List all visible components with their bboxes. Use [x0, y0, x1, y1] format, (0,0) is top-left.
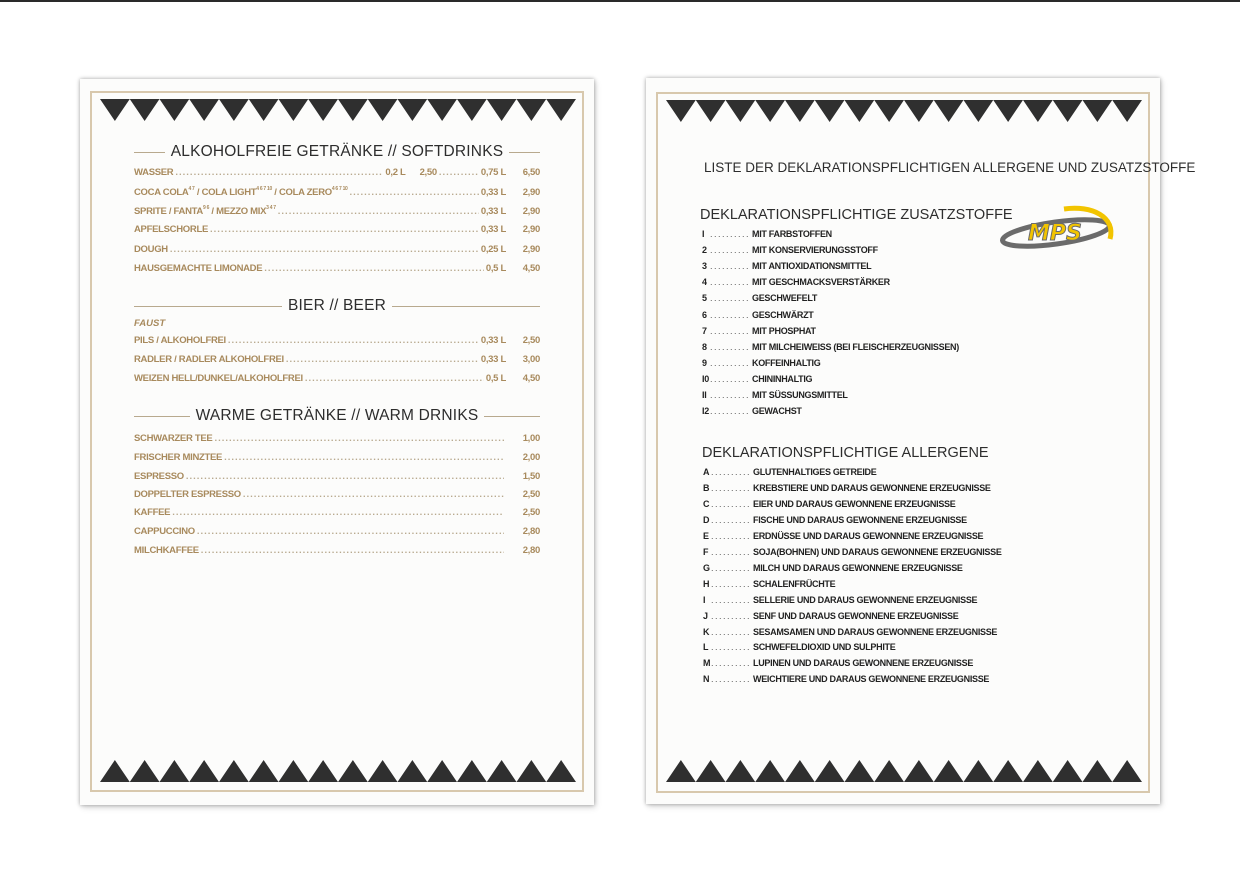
item-name: PILS / ALKOHOLFREI — [134, 335, 226, 346]
dot-leader — [210, 224, 479, 235]
dot-leader: .......... — [710, 406, 751, 417]
item-price: 1,50 — [522, 471, 540, 482]
item-name: APFELSCHORLE — [134, 224, 208, 235]
item-price: 6,50 — [522, 167, 540, 178]
item-price: 3,00 — [522, 354, 540, 365]
item-price: 2,50 — [522, 507, 540, 518]
dot-leader — [197, 526, 504, 537]
item-name: ESPRESSO — [134, 471, 184, 482]
top-border-line — [0, 0, 1240, 2]
item-name: KAFFEE — [134, 507, 171, 518]
brewery-subtitle: FAUST — [134, 318, 166, 329]
menu-row — [134, 471, 540, 485]
item-name: CAPPUCCINO — [134, 526, 195, 537]
dot-leader — [439, 167, 479, 178]
list-item — [702, 277, 890, 291]
item-key: H — [703, 578, 710, 589]
allergen-list-title — [700, 158, 1196, 176]
dot-leader — [278, 206, 479, 217]
item-text: CHININHALTIG — [752, 373, 813, 384]
item-key: I — [703, 594, 706, 605]
item-key: I0 — [702, 373, 709, 384]
section-heading-warm-drinks — [134, 406, 540, 426]
section-title: ALKOHOLFREIE GETRÄNKE // SOFTDRINKS — [170, 143, 504, 160]
list-item — [702, 342, 959, 356]
dot-leader: .......... — [711, 530, 752, 541]
dot-leader — [224, 452, 504, 463]
menu-row — [134, 545, 540, 559]
dot-leader: .......... — [711, 594, 752, 605]
item-price: 2,90 — [522, 187, 540, 198]
allergen-list-page — [646, 78, 1160, 804]
dot-leader — [228, 335, 479, 346]
menu-row — [134, 354, 540, 368]
list-item — [702, 293, 817, 307]
item-text: KREBSTIERE UND DARAUS GEWONNENE ERZEUGNISSE — [753, 482, 991, 493]
menu-row — [134, 489, 540, 503]
list-item — [702, 406, 802, 420]
list-item — [702, 245, 878, 259]
heading-rule — [509, 152, 540, 153]
item-volume: 0,33 L — [480, 187, 506, 198]
item-price: 2,80 — [522, 526, 540, 537]
list-item — [703, 483, 991, 497]
list-item — [703, 547, 1002, 561]
item-key: J — [703, 610, 708, 621]
dot-leader: .......... — [710, 261, 751, 272]
menu-row — [134, 186, 540, 200]
list-item — [703, 563, 963, 577]
zigzag-border-bottom-right — [666, 760, 1142, 784]
list-item — [702, 390, 848, 404]
item-price: 1,00 — [522, 433, 540, 444]
item-key: C — [703, 498, 710, 509]
item-key: I — [702, 229, 705, 239]
list-item — [702, 358, 820, 372]
item-text: FISCHE UND DARAUS GEWONNENE ERZEUGNISSE — [753, 514, 967, 525]
zigzag-border-top-left — [100, 99, 576, 123]
item-name: SCHWARZER TEE — [134, 433, 213, 444]
item-name: WASSER — [134, 167, 174, 178]
item-text: SCHWEFELDIOXID UND SULPHITE — [753, 642, 896, 653]
item-volume-small: 0,2 L — [385, 167, 406, 178]
item-name: SPRITE / $FANTA^{9 6}$ / MEZZO $MIX^{3 4 7}$ — [134, 205, 276, 217]
item-price: 2,90 — [522, 224, 540, 235]
heading-rule — [484, 416, 540, 417]
item-text: MIT GESCHMACKSVERSTÄRKER — [752, 277, 890, 288]
item-text: MIT PHOSPHAT — [752, 325, 816, 336]
heading-rule — [134, 416, 190, 417]
additives-heading: DEKLARATIONSPFLICHTIGE ZUSATZSTOFFE — [700, 207, 1013, 223]
dot-leader — [286, 354, 479, 365]
list-item — [702, 374, 812, 388]
item-key: II — [702, 390, 707, 400]
menu-row — [134, 526, 540, 540]
item-text: WEICHTIERE UND DARAUS GEWONNENE ERZEUGNISSE — [753, 674, 990, 685]
item-text: SOJA(BOHNEN) UND DARAUS GEWONNENE ERZEUGNISSE — [753, 546, 1002, 557]
item-key: 7 — [702, 325, 707, 336]
item-text: MIT MILCHEIWEISS (BEI FLEISCHERZEUGNISSEN) — [752, 341, 959, 352]
item-key: L — [703, 642, 709, 653]
item-name: COCA $COLA^{4 7}$ / COLA $LIGHT^{4 6 7 10}$ / COLA $ZERO^{4 6 7 10}$ — [134, 186, 348, 198]
item-price: 4,50 — [522, 263, 540, 274]
list-item — [702, 261, 871, 275]
dot-leader — [175, 167, 383, 178]
dot-leader: .......... — [710, 245, 751, 256]
menu-row — [134, 507, 540, 521]
allergens-heading: DEKLARATIONSPFLICHTIGE ALLERGENE — [702, 445, 989, 461]
logo-text: MPS — [1028, 221, 1082, 246]
dot-leader — [186, 471, 504, 482]
list-item — [703, 515, 967, 529]
dot-leader: .......... — [711, 674, 752, 685]
list-item — [703, 611, 958, 625]
item-volume: 0,5 L — [485, 373, 506, 384]
item-key: 2 — [702, 245, 707, 256]
dot-leader: .......... — [711, 610, 752, 621]
item-text: EIER UND DARAUS GEWONNENE ERZEUGNISSE — [753, 498, 956, 509]
section-heading-softdrinks — [134, 142, 540, 162]
item-key: G — [703, 562, 710, 573]
dot-leader: .......... — [711, 562, 752, 573]
item-text: MILCH UND DARAUS GEWONNENE ERZEUGNISSE — [753, 562, 963, 573]
dot-leader: .......... — [710, 293, 751, 304]
menu-row — [134, 224, 540, 238]
item-volume: 0,25 L — [480, 244, 506, 255]
dot-leader: .......... — [710, 229, 751, 239]
zigzag-border-bottom-left — [100, 760, 576, 784]
item-price-small: 2,50 — [419, 167, 437, 178]
dot-leader: .......... — [710, 277, 751, 288]
item-price: 2,80 — [522, 545, 540, 556]
menu-row — [134, 335, 540, 349]
dot-leader — [264, 263, 484, 274]
item-name: FRISCHER MINZTEE — [134, 452, 223, 463]
list-item — [702, 229, 832, 243]
dot-leader — [201, 545, 504, 556]
list-item — [703, 595, 977, 609]
item-key: F — [703, 546, 709, 557]
menu-row — [134, 205, 540, 219]
heading-rule — [392, 306, 540, 307]
menu-row — [134, 263, 540, 277]
list-item — [703, 674, 989, 688]
item-key: D — [703, 514, 710, 525]
item-name: DOPPELTER ESPRESSO — [134, 489, 241, 500]
dot-leader: .......... — [711, 498, 752, 509]
list-item — [703, 531, 983, 545]
dot-leader: .......... — [710, 341, 751, 352]
item-key: 8 — [702, 341, 707, 352]
item-volume: 0,33 L — [480, 354, 506, 365]
item-text: MIT SÜSSUNGSMITTEL — [752, 390, 848, 400]
list-item — [703, 499, 955, 513]
dot-leader: .......... — [711, 626, 752, 637]
dot-leader — [214, 433, 504, 444]
menu-row — [134, 167, 540, 181]
zigzag-border-top-right — [666, 100, 1142, 124]
item-key: 6 — [702, 309, 707, 320]
dot-leader: .......... — [710, 357, 751, 368]
menu-row — [134, 373, 540, 387]
dot-leader: .......... — [711, 642, 752, 653]
list-item — [703, 579, 835, 593]
item-key: N — [703, 674, 710, 685]
item-text: GLUTENHALTIGES GETREIDE — [753, 467, 877, 477]
dot-leader: .......... — [711, 467, 752, 477]
item-key: I2 — [702, 406, 709, 417]
item-key: A — [703, 467, 710, 477]
list-item — [703, 467, 876, 481]
dot-leader — [243, 489, 504, 500]
item-key: 4 — [702, 277, 707, 288]
section-title: WARME GETRÄNKE // WARM DRNIKS — [195, 407, 479, 424]
dot-leader: .......... — [710, 309, 751, 320]
item-key: M — [703, 658, 711, 669]
list-item — [702, 310, 814, 324]
item-text: MIT KONSERVIERUNGSSTOFF — [752, 245, 878, 256]
item-text: GESCHWÄRZT — [752, 309, 814, 320]
dot-leader: .......... — [711, 578, 752, 589]
item-price: 4,50 — [522, 373, 540, 384]
item-price: 2,90 — [522, 206, 540, 217]
menu-row — [134, 452, 540, 466]
item-name: RADLER / RADLER ALKOHOLFREI — [134, 354, 284, 365]
item-price: 2,90 — [522, 244, 540, 255]
item-text: GESCHWEFELT — [752, 293, 818, 304]
item-text: SELLERIE UND DARAUS GEWONNENE ERZEUGNISSE — [753, 594, 978, 605]
dot-leader: .......... — [710, 390, 751, 400]
item-name: MILCHKAFFEE — [134, 545, 199, 556]
item-key: 5 — [702, 293, 707, 304]
item-price: 2,00 — [522, 452, 540, 463]
list-item — [703, 642, 895, 656]
heading-rule — [134, 152, 165, 153]
dot-leader — [172, 507, 504, 518]
item-text: SCHALENFRÜCHTE — [753, 578, 836, 589]
item-volume: 0,33 L — [480, 335, 506, 346]
item-price: 2,50 — [522, 335, 540, 346]
dot-leader — [350, 187, 479, 198]
list-item — [703, 658, 973, 672]
item-text: MIT FARBSTOFFEN — [752, 229, 832, 239]
item-key: K — [703, 626, 710, 637]
dot-leader: .......... — [711, 482, 752, 493]
dot-leader — [170, 244, 479, 255]
mps-logo — [1000, 203, 1118, 251]
item-key: B — [703, 482, 710, 493]
item-text: MIT ANTIOXIDATIONSMITTEL — [752, 261, 872, 272]
item-text: LUPINEN UND DARAUS GEWONNENE ERZEUGNISSE — [753, 658, 974, 669]
item-text: GEWACHST — [752, 406, 802, 417]
item-volume: 0,33 L — [480, 206, 506, 217]
item-name: HAUSGEMACHTE LIMONADE — [134, 263, 263, 274]
dot-leader: .......... — [710, 325, 751, 336]
dot-leader: .......... — [711, 514, 752, 525]
item-key: E — [703, 530, 709, 541]
item-key: 3 — [702, 261, 707, 272]
item-volume: 0,5 L — [485, 263, 506, 274]
item-price: 2,50 — [522, 489, 540, 500]
item-name: WEIZEN HELL/DUNKEL/ALKOHOLFREI — [134, 373, 303, 384]
dot-leader — [305, 373, 484, 384]
section-heading-beer — [134, 296, 540, 316]
item-text: ERDNÜSSE UND DARAUS GEWONNENE ERZEUGNISSE — [753, 530, 984, 541]
item-volume: 0,75 L — [480, 167, 506, 178]
list-item — [702, 326, 816, 340]
menu-row — [134, 244, 540, 258]
dot-leader: .......... — [711, 546, 752, 557]
item-text: KOFFEINHALTIG — [752, 357, 821, 368]
item-text: SESAMSAMEN UND DARAUS GEWONNENE ERZEUGNISSE — [753, 626, 998, 637]
section-title: BIER // BEER — [288, 297, 387, 314]
dot-leader: .......... — [710, 373, 751, 384]
item-key: 9 — [702, 357, 707, 368]
heading-rule — [134, 306, 282, 307]
menu-row — [134, 433, 540, 447]
page-title: LISTE DER DEKLARATIONSPFLICHTIGEN ALLERGENE UND ZUSATZSTOFFE — [704, 159, 1196, 175]
item-name: DOUGH — [134, 244, 168, 255]
dot-leader: .......... — [711, 658, 752, 669]
list-item — [703, 627, 997, 641]
item-volume: 0,33 L — [480, 224, 506, 235]
item-text: SENF UND DARAUS GEWONNENE ERZEUGNISSE — [753, 610, 959, 621]
